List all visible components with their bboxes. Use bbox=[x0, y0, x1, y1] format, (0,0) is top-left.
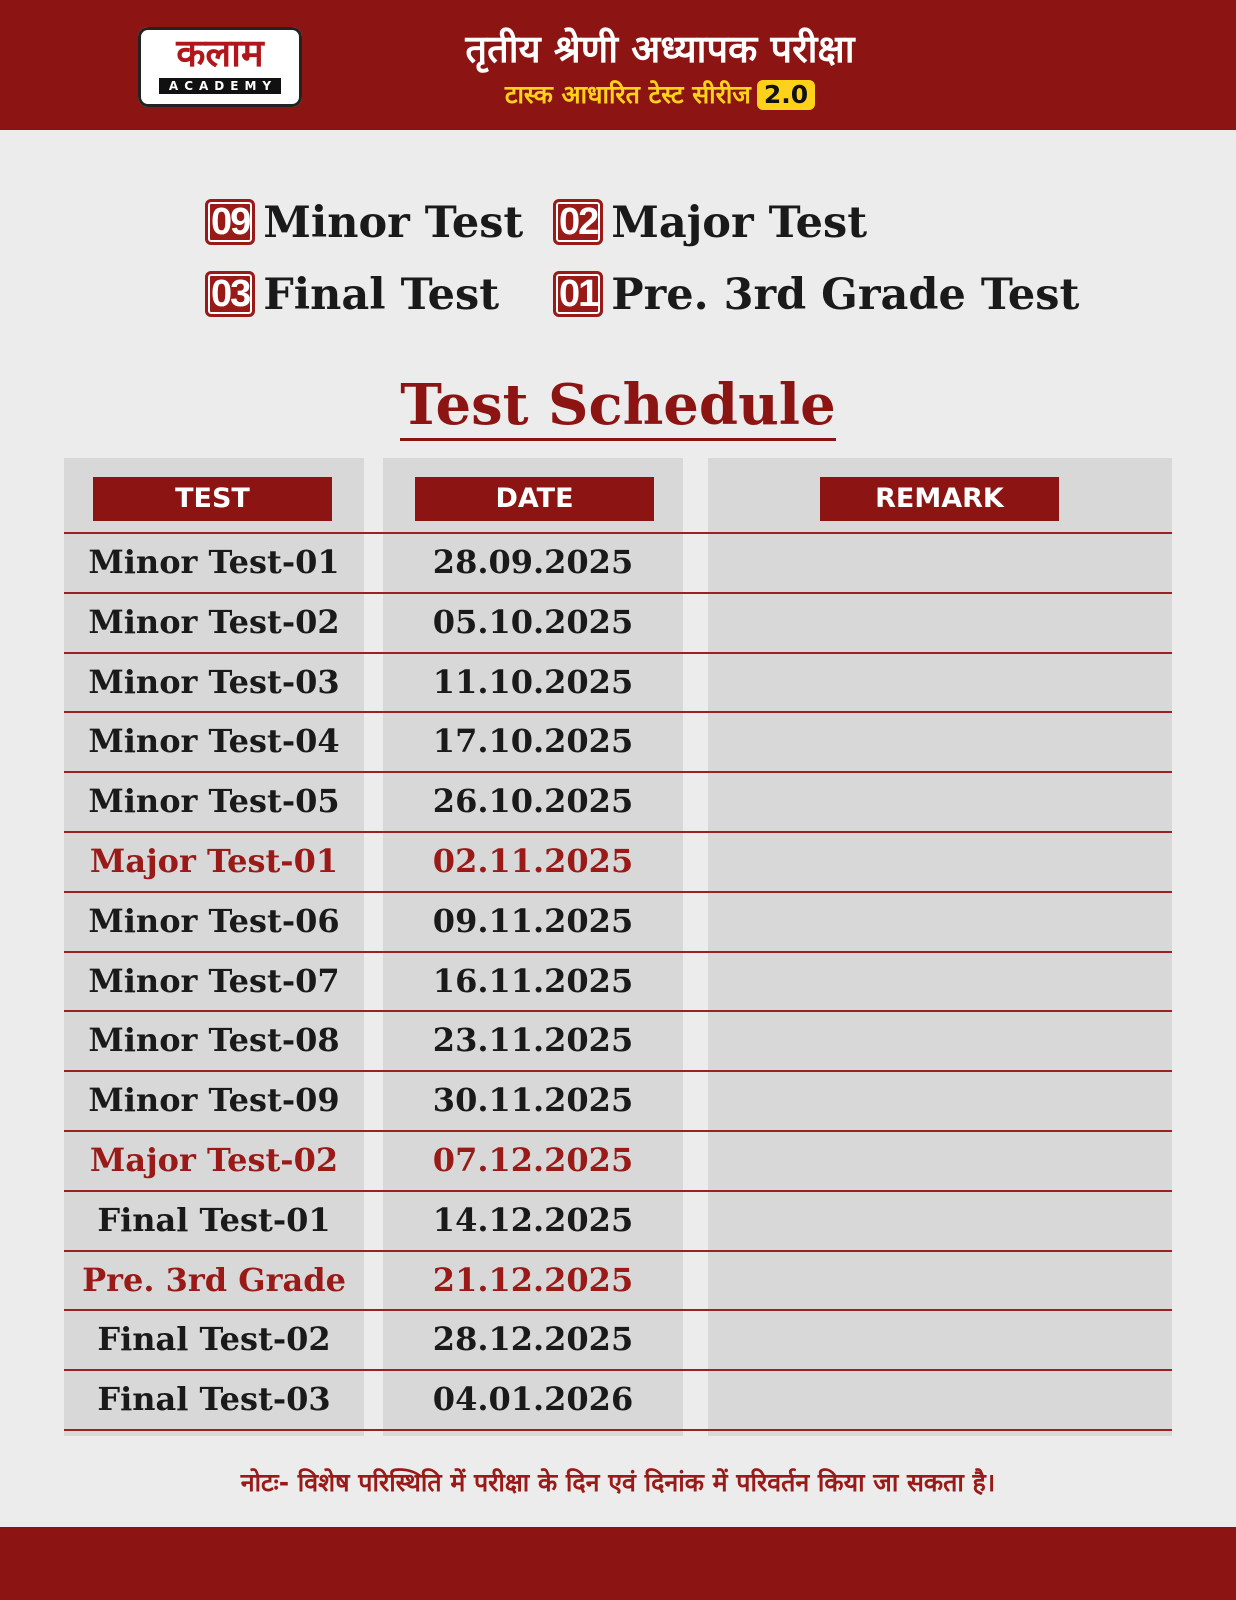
header-test: TEST bbox=[93, 477, 332, 521]
cell-test: Minor Test-03 bbox=[88, 663, 340, 701]
cell-date: 07.12.2025 bbox=[432, 1141, 634, 1179]
cell-date: 26.10.2025 bbox=[432, 782, 634, 820]
cell-test: Minor Test-07 bbox=[88, 962, 340, 1000]
cell-date: 21.12.2025 bbox=[432, 1261, 634, 1299]
cell-date: 28.12.2025 bbox=[432, 1320, 634, 1358]
cell-date: 28.09.2025 bbox=[432, 543, 634, 581]
cell-test: Minor Test-06 bbox=[88, 902, 340, 940]
count-number: 01 bbox=[553, 271, 603, 317]
cell-test: Final Test-03 bbox=[97, 1380, 331, 1418]
cell-test: Final Test-02 bbox=[97, 1320, 331, 1358]
cell-date: 02.11.2025 bbox=[432, 842, 634, 880]
cell-test: Minor Test-05 bbox=[88, 782, 340, 820]
cell-test: Minor Test-01 bbox=[88, 543, 340, 581]
header-date: DATE bbox=[415, 477, 654, 521]
count-major bbox=[553, 196, 867, 250]
count-label: Pre. 3rd Grade Test bbox=[611, 270, 1080, 320]
subtitle-text: टास्क आधारित टेस्ट सीरीज bbox=[504, 80, 751, 109]
row-divider bbox=[64, 1429, 1172, 1431]
cell-date: 17.10.2025 bbox=[432, 722, 634, 760]
cell-remark bbox=[708, 952, 1172, 1010]
schedule-title bbox=[0, 372, 1236, 438]
cell-date: 14.12.2025 bbox=[432, 1201, 634, 1239]
cell-date: 11.10.2025 bbox=[432, 663, 634, 701]
cell-remark bbox=[708, 1071, 1172, 1129]
logo-main-text: कलाम bbox=[176, 31, 264, 75]
cell-remark bbox=[708, 832, 1172, 890]
cell-remark bbox=[708, 653, 1172, 711]
cell-date: 09.11.2025 bbox=[432, 902, 634, 940]
cell-date: 05.10.2025 bbox=[432, 603, 634, 641]
cell-date: 23.11.2025 bbox=[432, 1021, 634, 1059]
cell-remark bbox=[708, 1131, 1172, 1189]
logo-sub-text: ACADEMY bbox=[159, 78, 281, 94]
count-pre-grade bbox=[553, 268, 1079, 322]
header-remark: REMARK bbox=[820, 477, 1059, 521]
cell-remark bbox=[708, 892, 1172, 950]
cell-remark bbox=[708, 1011, 1172, 1069]
schedule-title-text: Test Schedule bbox=[400, 372, 835, 441]
cell-date: 04.01.2026 bbox=[432, 1380, 634, 1418]
count-final bbox=[205, 268, 499, 322]
version-badge: 2.0 bbox=[757, 80, 815, 110]
cell-remark bbox=[708, 772, 1172, 830]
count-number: 02 bbox=[553, 199, 603, 245]
cell-remark bbox=[708, 712, 1172, 770]
count-number: 03 bbox=[205, 271, 255, 317]
cell-remark bbox=[708, 593, 1172, 651]
cell-remark bbox=[708, 533, 1172, 591]
count-label: Major Test bbox=[611, 198, 868, 248]
cell-test: Minor Test-08 bbox=[88, 1021, 340, 1059]
cell-test: Minor Test-09 bbox=[88, 1081, 340, 1119]
cell-date: 16.11.2025 bbox=[432, 962, 634, 1000]
cell-test: Major Test-02 bbox=[89, 1141, 339, 1179]
count-label: Minor Test bbox=[263, 198, 524, 248]
cell-test: Final Test-01 bbox=[97, 1201, 331, 1239]
cell-test: Major Test-01 bbox=[89, 842, 339, 880]
cell-test: Minor Test-02 bbox=[88, 603, 340, 641]
count-minor bbox=[205, 196, 523, 250]
cell-remark bbox=[708, 1310, 1172, 1368]
cell-test: Pre. 3rd Grade bbox=[82, 1261, 346, 1299]
footnote: नोटः- विशेष परिस्थिति में परीक्षा के दिन एवं दिनांक में परिवर्तन किया जा सकता है। bbox=[240, 1468, 996, 1497]
page-subtitle bbox=[360, 78, 960, 112]
page-title: तृतीय श्रेणी अध्यापक परीक्षा bbox=[465, 27, 855, 71]
count-label: Final Test bbox=[263, 270, 500, 320]
cell-remark bbox=[708, 1251, 1172, 1309]
header-bar bbox=[0, 0, 1236, 130]
cell-test: Minor Test-04 bbox=[88, 722, 340, 760]
count-number: 09 bbox=[205, 199, 255, 245]
cell-remark bbox=[708, 1370, 1172, 1428]
cell-date: 30.11.2025 bbox=[432, 1081, 634, 1119]
academy-logo bbox=[138, 27, 302, 107]
footer-bar bbox=[0, 1527, 1236, 1600]
cell-remark bbox=[708, 1191, 1172, 1249]
